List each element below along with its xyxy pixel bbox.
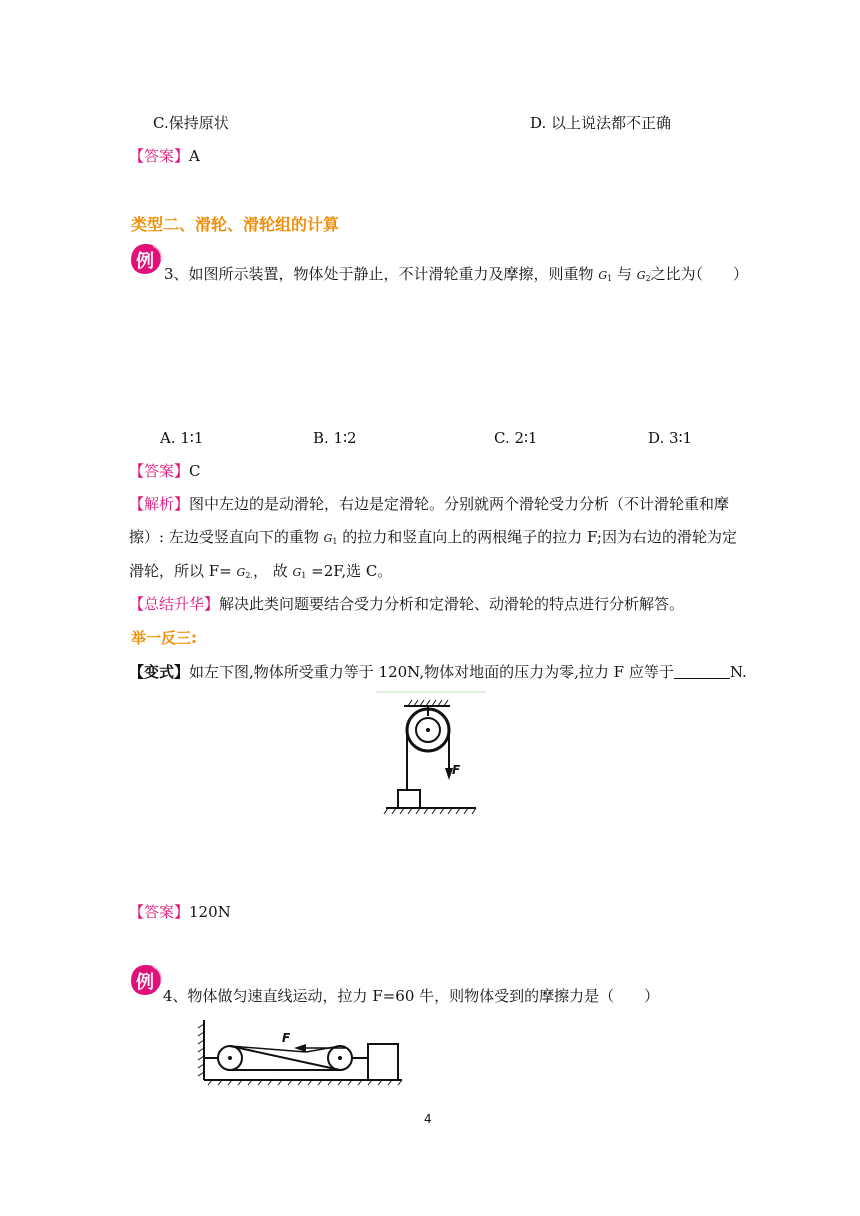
option-c: C.保持原状 (153, 114, 229, 132)
q3-analysis-line3: 滑轮，所以 $F= G_{2.}$， 故 $G_1 =2F$,选 C。 (129, 562, 393, 580)
answer-blank (674, 664, 730, 679)
q3-stem: 3、如图所示装置，物体处于静止，不计滑轮重力及摩擦，则重物 $G_1$ 与 $G_2$之比为 (164, 265, 696, 283)
q3-answer-row: 【答案】C (129, 462, 201, 480)
example-badge-icon (129, 242, 163, 276)
answer-row (129, 146, 200, 166)
example-badge-text: 例 (136, 972, 154, 993)
answer-label: 【答案】 (129, 147, 190, 165)
fixed-pulley-figure (376, 690, 490, 816)
practice-title: 举一反三: (131, 629, 197, 647)
variant-answer-row: 【答案】120N (129, 903, 231, 921)
q3-paren: （ ） (688, 265, 749, 283)
page-number: 4 (424, 1112, 432, 1126)
variant-question: 【变式】如左下图,物体所受重力等于 120N,物体对地面的压力为零,拉力 F 应等于 N. (129, 663, 747, 681)
q3-option-d: D. 3∶1 (648, 429, 693, 447)
section-title: 类型二、滑轮、滑轮组的计算 (131, 215, 340, 234)
force-label: F (282, 1031, 291, 1045)
q3-option-b: B. 1∶2 (313, 429, 357, 447)
force-label: F (452, 763, 461, 777)
answer-value: A (189, 147, 200, 165)
horizontal-pulley-figure (196, 1018, 410, 1086)
q3-analysis-line2: 擦）: 左边受竖直向下的重物 $G_1$ 的拉力和竖直向上的两根绳子的拉力 F;因为右边的滑轮为定 (129, 528, 737, 546)
example-badge-text: 例 (136, 251, 154, 272)
q3-option-a: A. 1∶1 (160, 429, 204, 447)
q3-option-c: C. 2∶1 (494, 429, 538, 447)
option-d: D. 以上说法都不正确 (530, 114, 672, 132)
q3-analysis-line1: 【解析】图中左边的是动滑轮，右边是定滑轮。分别就两个滑轮受力分析（不计滑轮重和摩 (129, 495, 730, 513)
example-badge-icon (129, 963, 163, 997)
q3-summary: 【总结升华】解决此类问题要结合受力分析和定滑轮、动滑轮的特点进行分析解答。 (129, 595, 685, 613)
q4-stem: 4、物体做匀速直线运动，拉力 F=60 牛，则物体受到的摩擦力是（ ） (163, 987, 660, 1005)
